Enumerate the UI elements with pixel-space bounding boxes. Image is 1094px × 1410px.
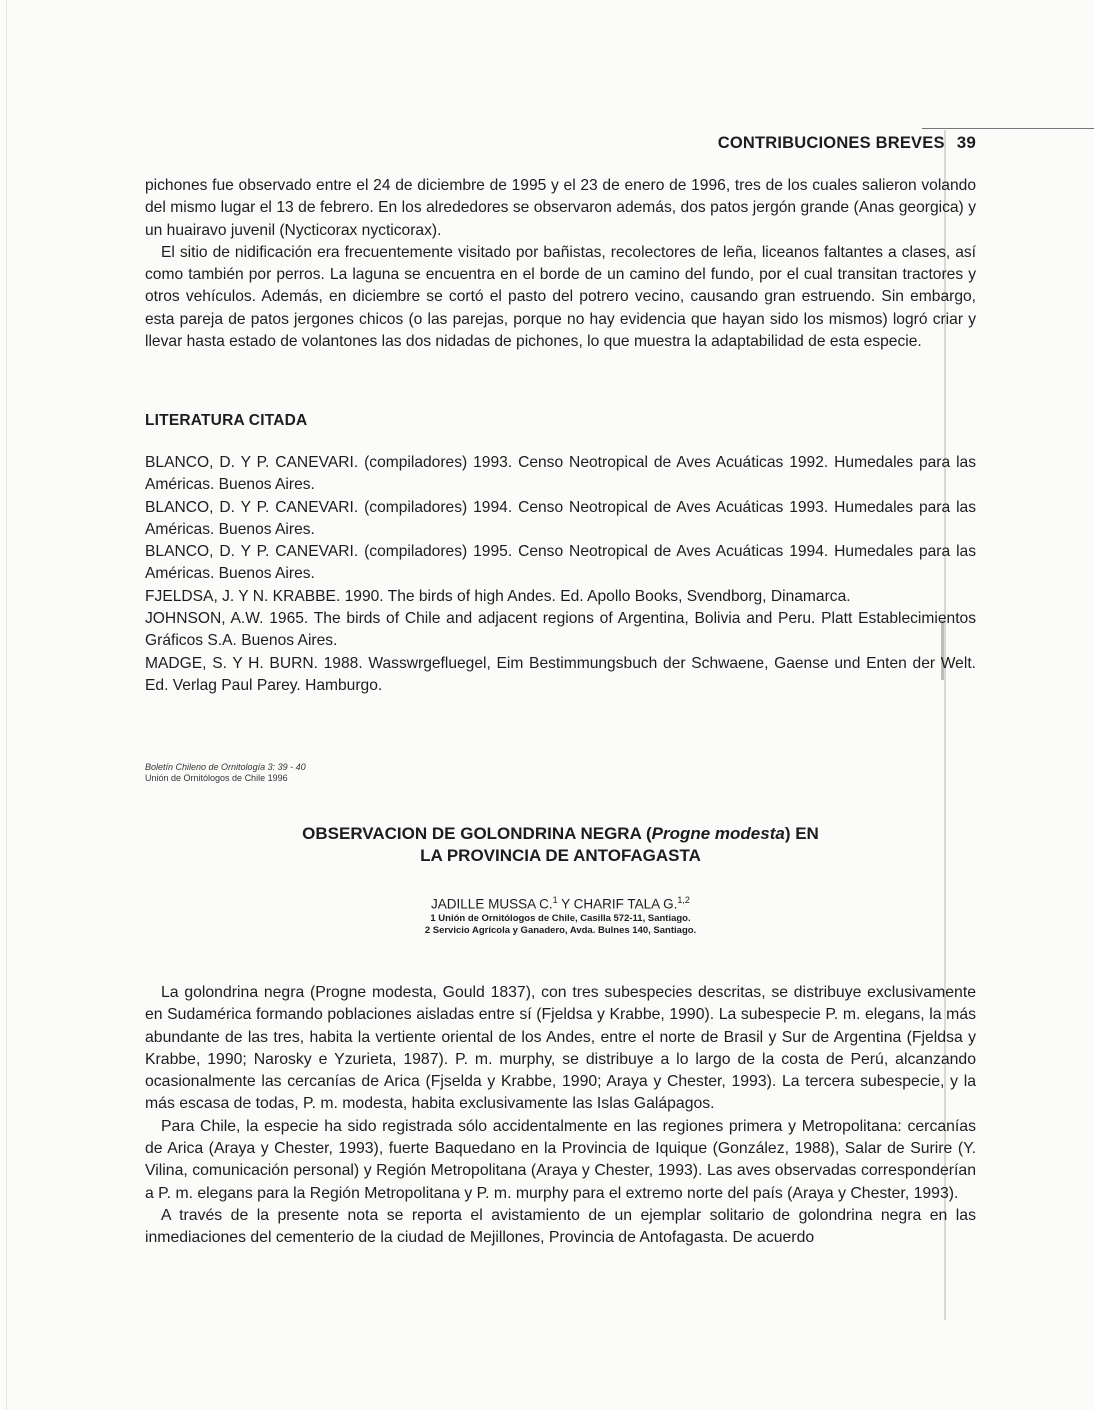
reference-item: BLANCO, D. Y P. CANEVARI. (compiladores) 1994. Censo Neotropical de Aves Acuáticas 1993. Humedales para las Américas. Buenos Aires. — [145, 498, 976, 538]
article-title — [145, 823, 976, 867]
author-affiliations — [145, 913, 976, 937]
scan-edge — [6, 0, 7, 1410]
article-paragraph-1: La golondrina negra (Progne modesta, Gould 1837), con tres subespecies descritas, se distribuye exclusivamente en Sudamérica formando poblaciones aisladas entre sí (Fjeldsa y Krabbe, 1990). La subespecie P. m. elegans, la más abundante de las tres, habita la vertiente oriental de los Andes, entre el norte de Brasil y Sur de Argentina (Fjeldsa y Krabbe, 1990; Narosky e Yzurieta, 1987). P. m. murphy, se distribuye a lo largo de la costa de Perú, alcanzando ocasionalmente las cercanías de Arica (Fjselda y Krabbe, 1990; Araya y Chester, 1993). La tercera subespecie, y la más escasa de todas, P. m. modesta, habita exclusivamente las Islas Galápagos. — [145, 984, 976, 1113]
author-2: CHARIF TALA G. — [573, 896, 678, 912]
author-2-affiliation-mark: 1,2 — [677, 895, 690, 905]
reference-item: BLANCO, D. Y P. CANEVARI. (compiladores) 1995. Censo Neotropical de Aves Acuáticas 1994. Humedales para las Américas. Buenos Aires. — [145, 543, 976, 583]
running-head-rule — [922, 128, 1094, 129]
article-title-species: Progne modesta — [651, 824, 785, 843]
article-paragraph-2: Para Chile, la especie ha sido registrada sólo accidentalmente en las regiones primera y Metropolitana: cercanías de Arica (Araya y Chester, 1993), fuerte Baquedano en la Provincia de Iquique (González, 1988), Salar de Surire (Y. Vilina, comunicación personal) y Región Metropolitana (Araya y Chester, 1993). Las aves observadas corresponderían a P. m. elegans para la Región Metropolitana y P. m. murphy para el extremo norte del país (Araya y Chester, 1993). — [145, 1117, 976, 1202]
reference-item: BLANCO, D. Y P. CANEVARI. (compiladores) 1993. Censo Neotropical de Aves Acuáticas 1992. Humedales para las Américas. Buenos Aires. — [145, 454, 976, 494]
literature-heading: LITERATURA CITADA — [145, 412, 308, 429]
author-1-affiliation-mark: 1 — [552, 895, 558, 905]
affiliation-2: 2 Servicio Agrícola y Ganadero, Avda. Bulnes 140, Santiago. — [424, 925, 697, 936]
author-join: Y — [557, 896, 574, 912]
reference-item: MADGE, S. Y H. BURN. 1988. Wasswrgefluegel, Eim Bestimmungsbuch der Schwaene, Gaense und Enten der Welt. Ed. Verlag Paul Parey. Hamburgo. — [145, 654, 976, 694]
continuation-paragraph-2: El sitio de nidificación era frecuentemente visitado por bañistas, recolectores de leña, liceanos faltantes a clases, así como también por perros. La laguna se encuentra en el borde de un camino del fundo, por el cual transitan tractores y otros vehículos. Además, en diciembre se cortó el pasto del potrero vecino, causando gran estruendo. Sin embargo, esta pareja de patos jergones chicos (o las parejas, porque no hay evidencia que hayan sido los mismos) logró criar y llevar hasta estado de volantones las dos nidadas de pichones, lo que muestra la adaptabilidad de esta especie. — [145, 243, 976, 351]
article-title-part-b: ) EN — [784, 824, 819, 843]
running-head-section: CONTRIBUCIONES BREVES — [717, 134, 945, 152]
journal-citation-line-2: Unión de Ornitólogos de Chile 1996 — [145, 773, 288, 783]
article-title-part-a: OBSERVACION DE GOLONDRINA NEGRA ( — [302, 824, 652, 843]
reference-item: FJELDSA, J. Y N. KRABBE. 1990. The birds of high Andes. Ed. Apollo Books, Svendborg, Dinamarca. — [145, 587, 851, 605]
continuation-paragraph-1: pichones fue observado entre el 24 de diciembre de 1995 y el 23 de enero de 1996, tres de los cuales salieron volando del mismo lugar el 13 de febrero. En los alrededores se observaron además, dos patos jergón grande (Anas georgica) y un huairavo juvenil (Nycticorax nycticorax). — [145, 177, 976, 239]
article-authors — [145, 895, 976, 912]
article-paragraph-3: A través de la presente nota se reporta el avistamiento de un ejemplar solitario de golondrina negra en las inmediaciones del cementerio de la ciudad de Mejillones, Provincia de Antofagasta. De acuerdo — [145, 1206, 976, 1247]
journal-citation-line-1: Boletín Chileno de Ornitología 3: 39 - 40 — [145, 762, 306, 772]
affiliation-1: 1 Unión de Ornitólogos de Chile, Casilla 572-11, Santiago. — [430, 913, 691, 924]
reference-list — [145, 452, 976, 697]
running-head — [718, 133, 976, 153]
article-title-line-2: LA PROVINCIA DE ANTOFAGASTA — [420, 846, 701, 865]
continuation-text — [145, 175, 976, 353]
journal-citation — [145, 762, 306, 784]
reference-item: JOHNSON, A.W. 1965. The birds of Chile and adjacent regions of Argentina, Bolivia and Peru. Platt Establecimientos Gráficos S.A. Buenos Aires. — [145, 610, 976, 650]
author-1: JADILLE MUSSA C. — [431, 896, 553, 912]
page-number: 39 — [956, 133, 976, 152]
article-body — [145, 982, 976, 1250]
